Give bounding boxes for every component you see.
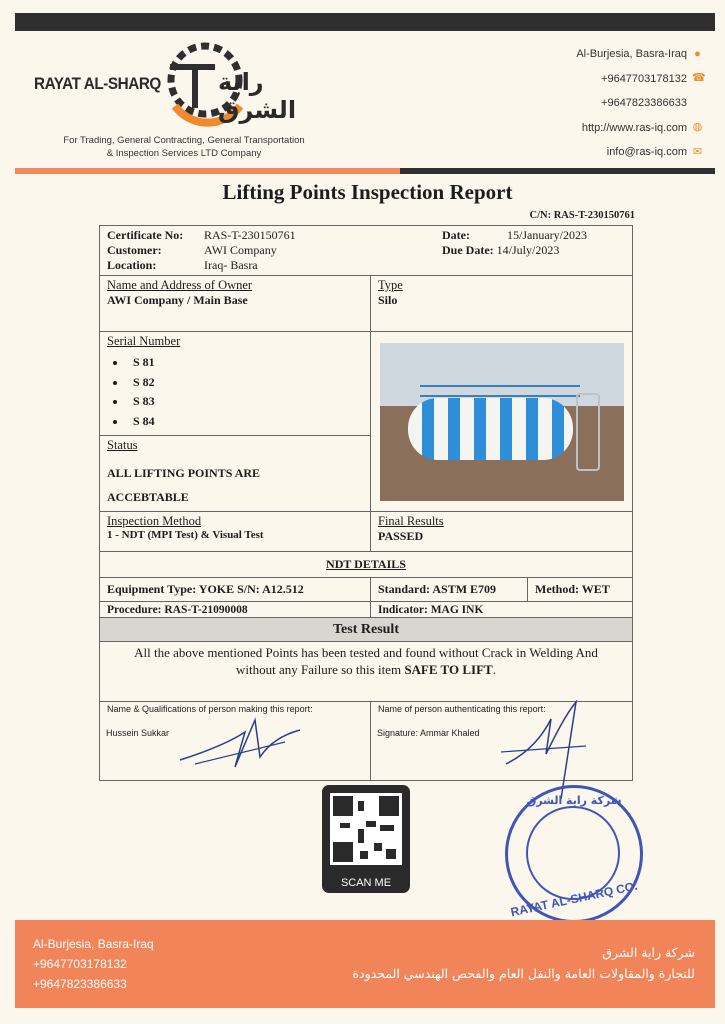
brand-name-ar: راية الشرق	[218, 68, 297, 124]
footer-ar-line-2: للتجارة والمقاولات العامة والنقل العام والفحص الهندسي المحدودة	[352, 966, 695, 981]
top-bar	[15, 13, 715, 31]
location-label: Location:	[107, 258, 157, 272]
contact-address: Al-Burjesia, Basra-Iraq	[576, 48, 687, 61]
footer-address: Al-Burjesia, Basra-Iraq	[33, 937, 154, 951]
date-label: Date:	[442, 228, 470, 242]
header-info-cell	[100, 226, 633, 276]
qr-code[interactable]	[322, 785, 410, 893]
location-value: Iraq- Basra	[204, 258, 258, 272]
date-value: 15/January/2023	[507, 228, 587, 242]
company-stamp	[505, 785, 643, 923]
photo-cell	[371, 332, 633, 512]
sig1-name: Hussein Sukkar	[106, 728, 170, 738]
status-line-2: ACCEBTABLE	[107, 490, 189, 504]
sig2-name: Signature: Ammar Khaled	[377, 728, 480, 738]
method-cell	[100, 512, 371, 552]
contact-phone-2[interactable]: +9647823386633	[601, 97, 687, 110]
method-ndt-cell: Method: WET	[528, 578, 633, 602]
certificate-value: RAS-T-230150761	[204, 228, 296, 242]
method-label: Inspection Method	[107, 514, 202, 528]
signature-cell-1	[100, 702, 371, 781]
type-label: Type	[378, 278, 403, 292]
scan-me-label: SCAN ME	[340, 877, 392, 889]
serial-item: • S 81	[127, 353, 363, 373]
test-result-text: All the above mentioned Points has been tested and found without Crack in Welding And without any Failure so this item SAFE TO LIFT.	[100, 642, 633, 702]
location-pin-icon: ●	[694, 47, 701, 60]
stamp-text-ar: شركة راية الشرق	[526, 794, 622, 807]
serial-list	[107, 353, 363, 431]
type-value: Silo	[378, 293, 398, 307]
footer-contacts	[33, 934, 154, 994]
standard-cell: Standard: ASTM E709	[371, 578, 528, 602]
brand-tagline	[34, 134, 334, 160]
signature-icon	[175, 712, 305, 772]
result-line-1: All the above mentioned Points has been tested and found without Crack in Welding And	[134, 645, 598, 660]
inspection-table	[99, 225, 633, 781]
cn-number: C/N: RAS-T-230150761	[529, 210, 635, 221]
type-cell	[371, 276, 633, 332]
ndt-header: NDT DETAILS	[326, 557, 406, 571]
footer-ar-line-1: شركة راية الشرق	[602, 945, 695, 960]
result-line-2: without any Failure so this item	[236, 662, 402, 677]
contact-website[interactable]: http://www.ras-iq.com	[581, 121, 687, 134]
footer-phone-1[interactable]: +9647703178132	[33, 957, 127, 971]
owner-cell	[100, 276, 371, 332]
contact-block	[576, 42, 706, 165]
report-title: Lifting Points Inspection Report	[222, 180, 513, 204]
silo-shape	[408, 398, 573, 460]
serial-item: • S 83	[127, 392, 363, 412]
owner-label: Name and Address of Owner	[107, 278, 253, 292]
mail-icon: ✉	[692, 145, 703, 158]
method-value: 1 - NDT (MPI Test) & Visual Test	[107, 529, 264, 541]
company-logo	[30, 38, 330, 163]
stamp-text-en: RAYAT AL-SHARQ CO.	[509, 878, 639, 920]
equipment-cell: Equipment Type: YOKE S/N: A12.512	[100, 578, 371, 602]
contact-email[interactable]: info@ras-iq.com	[606, 146, 687, 159]
customer-value: AWI Company	[204, 243, 277, 257]
serial-label: Serial Number	[107, 334, 181, 348]
due-date-label: Due Date:	[442, 243, 494, 257]
status-line-1: ALL LIFTING POINTS ARE	[107, 466, 261, 480]
test-result-header: Test Result	[100, 618, 633, 642]
certificate-label: Certificate No:	[107, 228, 184, 242]
contact-phone-1[interactable]: +9647703178132	[601, 72, 687, 85]
sig1-label: Name & Qualifications of person making this report:	[107, 704, 313, 714]
tagline-line-1: For Trading, General Contracting, General Transportation	[63, 135, 305, 146]
footer-arabic	[353, 942, 695, 984]
footer-phone-2[interactable]: +9647823386633	[33, 977, 127, 991]
tagline-line-2: & Inspection Services LTD Company	[106, 148, 262, 159]
serial-item: • S 82	[127, 373, 363, 393]
header-divider	[15, 168, 715, 174]
phone-icon: ☎	[692, 72, 706, 85]
procedure-cell: Procedure: RAS-T-21090008	[100, 602, 371, 618]
indicator-cell: Indicator: MAG INK	[371, 602, 633, 618]
due-date-value: 14/July/2023	[496, 243, 560, 257]
ndt-header-cell	[100, 552, 633, 578]
owner-value: AWI Company / Main Base	[107, 293, 248, 307]
signature-cell-2	[371, 702, 633, 781]
customer-label: Customer:	[107, 243, 162, 257]
safe-to-lift: SAFE TO LIFT	[404, 662, 493, 677]
globe-icon: ◍	[692, 121, 703, 134]
status-cell	[100, 436, 371, 512]
footer	[15, 920, 715, 1008]
final-cell	[371, 512, 633, 552]
brand-name-en: RAYAT AL-SHARQ	[34, 74, 161, 93]
silo-photo	[380, 343, 624, 501]
qr-pattern	[330, 793, 402, 865]
sig2-label: Name of person authenticating this report:	[378, 704, 546, 714]
status-value	[107, 461, 363, 509]
final-value: PASSED	[378, 529, 424, 543]
serial-cell	[100, 332, 371, 436]
final-label: Final Results	[378, 514, 444, 528]
serial-item: • S 84	[127, 412, 363, 432]
status-label: Status	[107, 438, 138, 452]
